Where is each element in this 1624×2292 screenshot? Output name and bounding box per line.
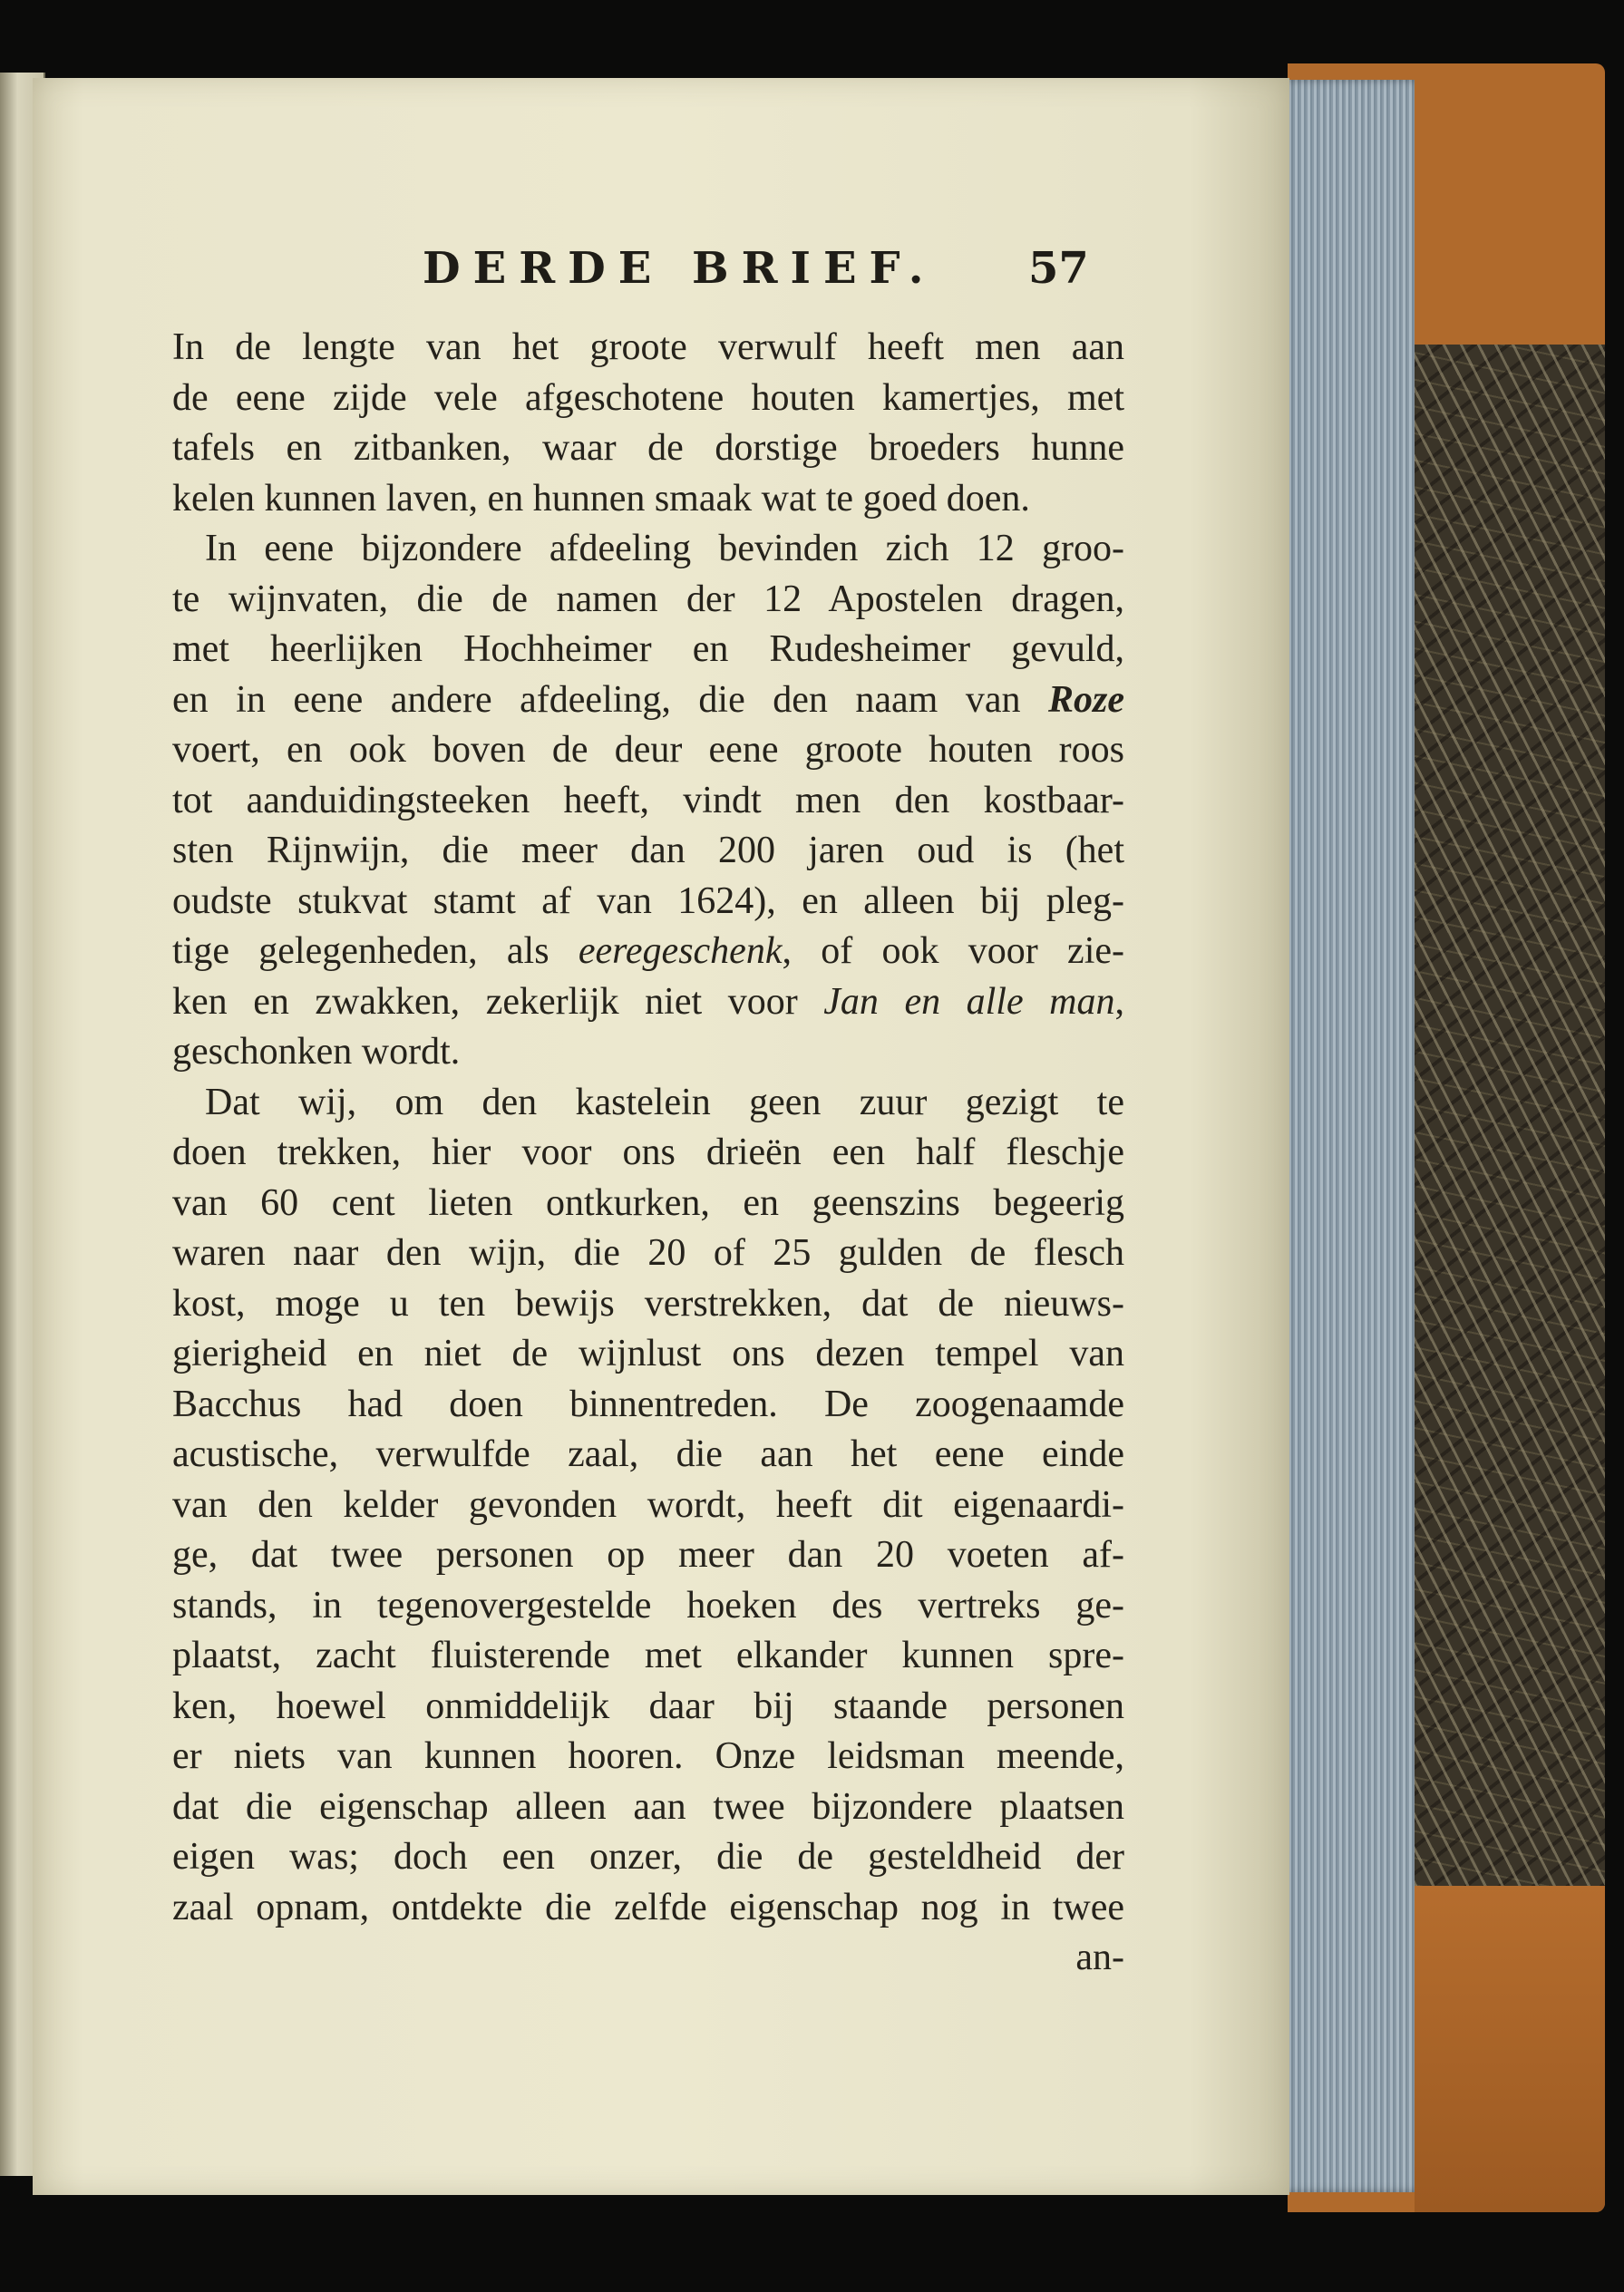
text-line: dat die eigenschap alleen aan twee bijzondere plaatsen <box>172 1785 1124 1828</box>
running-title: DERDE BRIEF. <box>423 243 937 294</box>
page-header <box>33 243 1289 306</box>
text-line: waren naar den wijn, die 20 of 25 gulden de flesch <box>172 1232 1124 1274</box>
text-line: gierigheid en niet de wijnlust ons dezen tempel van <box>172 1333 1124 1374</box>
text-line <box>172 675 1124 726</box>
text-line: stands, in tegenovergestelde hoeken des vertreks ge- <box>172 1584 1124 1627</box>
page-number: 57 <box>1028 243 1089 294</box>
text-line: met heerlijken Hochheimer en Rudesheimer gevuld, <box>172 628 1124 670</box>
text-line: plaatst, zacht fluisterende met elkander kunnen spre- <box>172 1635 1124 1676</box>
text-line: kost, moge u ten bewijs verstrekken, dat de nieuws- <box>172 1282 1124 1325</box>
text-line: voert, en ook boven de deur eene groote houten roos <box>172 729 1124 771</box>
italic-eeregeschenk: eeregeschenk <box>578 930 783 972</box>
text-line: In de lengte van het groote verwulf heeft men aan <box>172 326 1124 368</box>
text-line: de eene zijde vele afgeschotene houten kamertjes, met <box>172 376 1124 419</box>
text-line: In eene bijzondere afdeeling bevinden zich 12 groo- <box>205 528 1124 569</box>
text-segment: , of ook voor zie- <box>782 930 1124 972</box>
text-line: zaal opnam, ontdekte die zelfde eigenschap nog in twee <box>172 1886 1124 1928</box>
text-line: Dat wij, om den kastelein geen zuur gezigt te <box>205 1081 1124 1123</box>
text-line: acustische, verwulfde zaal, die aan het eene einde <box>172 1433 1124 1475</box>
text-line: geschonken wordt. <box>172 1031 461 1073</box>
text-line: van 60 cent lieten ontkurken, en geenszins begeerig <box>172 1181 1124 1224</box>
text-line: oudste stukvat stamt af van 1624), en alleen bij pleg- <box>172 879 1124 922</box>
page-edges <box>1280 80 1415 2192</box>
leather-corner <box>1415 1886 1605 2212</box>
text-line: van den kelder gevonden wordt, heeft dit eigenaardi- <box>172 1483 1124 1526</box>
text-line: er niets van kunnen hooren. Onze leidsman meende, <box>172 1735 1124 1777</box>
text-line <box>172 977 1124 1028</box>
catchword: an- <box>1075 1937 1124 1978</box>
body-text <box>172 323 1124 1984</box>
italic-jan-en-alle-man: Jan en alle man <box>823 980 1115 1023</box>
text-line: ken, hoewel onmiddelijk daar bij staande personen <box>172 1685 1124 1727</box>
text-line: doen trekken, hier voor ons drieën een half fleschje <box>172 1131 1124 1173</box>
text-line <box>172 927 1124 977</box>
text-line: eigen was; doch een onzer, die de gesteldheid der <box>172 1836 1124 1878</box>
marbled-cover-board <box>1415 345 1605 1886</box>
italic-name-roze: Roze <box>1048 678 1124 721</box>
text-line: tot aanduidingsteeken heeft, vindt men den kostbaar- <box>172 779 1124 821</box>
text-segment: ken en zwakken, zekerlijk niet voor <box>172 980 824 1023</box>
text-segment: en in eene andere afdeeling, die den naam van <box>172 678 1048 721</box>
text-line: te wijnvaten, die de namen der 12 Apostelen dragen, <box>172 578 1124 620</box>
text-line: Bacchus had doen binnentreden. De zoogenaamde <box>172 1383 1124 1425</box>
text-line: tafels en zitbanken, waar de dorstige broeders hunne <box>172 427 1124 469</box>
book-page <box>33 78 1289 2195</box>
text-line: sten Rijnwijn, die meer dan 200 jaren oud is (het <box>172 830 1124 871</box>
text-segment: tige gelegenheden, als <box>172 930 579 972</box>
text-line: kelen kunnen laven, en hunnen smaak wat te goed doen. <box>172 477 1030 520</box>
text-segment: , <box>1114 980 1125 1023</box>
text-line: ge, dat twee personen op meer dan 20 voeten af- <box>172 1534 1124 1576</box>
